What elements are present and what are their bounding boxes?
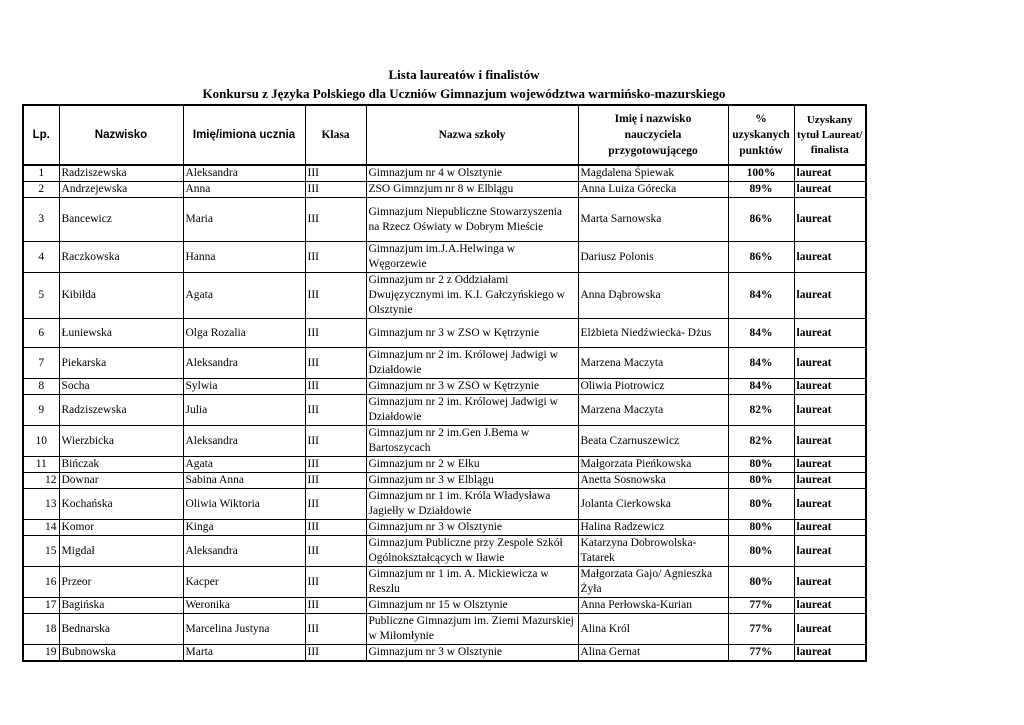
row-number: 4 — [23, 242, 59, 273]
first-name-cell: Weronika — [183, 598, 305, 614]
table-row — [23, 457, 866, 473]
first-name-cell: Sabina Anna — [183, 473, 305, 489]
header-surname: Nazwisko — [59, 105, 183, 165]
grade-cell: III — [305, 567, 366, 598]
teacher-cell: Marzena Maczyta — [578, 395, 728, 426]
grade-cell: III — [305, 598, 366, 614]
row-number: 10 — [23, 426, 59, 457]
school-cell: Gimnazjum nr 1 im. A. Mickiewicza w Reszlu — [366, 567, 578, 598]
surname-cell: Komor — [59, 520, 183, 536]
result-cell: laureat — [794, 379, 866, 395]
surname-cell: Downar — [59, 473, 183, 489]
first-name-cell: Marta — [183, 645, 305, 662]
result-cell: laureat — [794, 348, 866, 379]
table-row — [23, 273, 866, 319]
row-number: 13 — [23, 489, 59, 520]
result-cell: laureat — [794, 473, 866, 489]
header-grade: Klasa — [305, 105, 366, 165]
surname-cell: Bubnowska — [59, 645, 183, 662]
row-number: 16 — [23, 567, 59, 598]
school-cell: Gimnazjum nr 4 w Olsztynie — [366, 165, 578, 182]
table-row — [23, 536, 866, 567]
grade-cell: III — [305, 379, 366, 395]
row-number: 2 — [23, 182, 59, 198]
table-row — [23, 567, 866, 598]
teacher-cell: Beata Czarnuszewicz — [578, 426, 728, 457]
table-row — [23, 379, 866, 395]
first-name-cell: Aleksandra — [183, 536, 305, 567]
header-title: Uzyskany tytuł Laureat/ finalista — [794, 105, 866, 165]
surname-cell: Bancewicz — [59, 198, 183, 242]
percent-cell: 100% — [728, 165, 794, 182]
first-name-cell: Agata — [183, 457, 305, 473]
surname-cell: Wierzbicka — [59, 426, 183, 457]
school-cell: Gimnazjum nr 3 w Olsztynie — [366, 520, 578, 536]
school-cell: Gimnazjum nr 2 w Ełku — [366, 457, 578, 473]
surname-cell: Radziszewska — [59, 165, 183, 182]
result-cell: laureat — [794, 457, 866, 473]
result-cell: laureat — [794, 614, 866, 645]
teacher-cell: Anna Luiza Górecka — [578, 182, 728, 198]
result-cell: laureat — [794, 165, 866, 182]
grade-cell: III — [305, 614, 366, 645]
teacher-cell: Dariusz Polonis — [578, 242, 728, 273]
table-row — [23, 319, 866, 348]
surname-cell: Socha — [59, 379, 183, 395]
surname-cell: Migdał — [59, 536, 183, 567]
header-percent: % uzyskanych punktów — [728, 105, 794, 165]
first-name-cell: Marcelina Justyna — [183, 614, 305, 645]
surname-cell: Radziszewska — [59, 395, 183, 426]
header-lp: Lp. — [23, 105, 59, 165]
teacher-cell: Anna Perłowska-Kurian — [578, 598, 728, 614]
teacher-cell: Marzena Maczyta — [578, 348, 728, 379]
surname-cell: Kibiłda — [59, 273, 183, 319]
teacher-cell: Anna Dąbrowska — [578, 273, 728, 319]
header-first-names: Imię/imiona ucznia — [183, 105, 305, 165]
first-name-cell: Anna — [183, 182, 305, 198]
grade-cell: III — [305, 348, 366, 379]
school-cell: Gimnazjum Publiczne przy Zespole Szkół Ogólnokształcących w Iławie — [366, 536, 578, 567]
result-cell: laureat — [794, 567, 866, 598]
table-row — [23, 614, 866, 645]
school-cell: Gimnazjum nr 2 im. Królowej Jadwigi w Działdowie — [366, 395, 578, 426]
table-row — [23, 489, 866, 520]
first-name-cell: Olga Rozalia — [183, 319, 305, 348]
grade-cell: III — [305, 645, 366, 662]
surname-cell: Łuniewska — [59, 319, 183, 348]
row-number: 12 — [23, 473, 59, 489]
table-row — [23, 520, 866, 536]
percent-cell: 80% — [728, 473, 794, 489]
percent-cell: 82% — [728, 426, 794, 457]
row-number: 18 — [23, 614, 59, 645]
row-number: 9 — [23, 395, 59, 426]
teacher-cell: Jolanta Cierkowska — [578, 489, 728, 520]
row-number: 5 — [23, 273, 59, 319]
grade-cell: III — [305, 489, 366, 520]
grade-cell: III — [305, 273, 366, 319]
table-row — [23, 348, 866, 379]
result-cell: laureat — [794, 182, 866, 198]
result-cell: laureat — [794, 426, 866, 457]
first-name-cell: Agata — [183, 273, 305, 319]
school-cell: Gimnazjum nr 3 w ZSO w Kętrzynie — [366, 319, 578, 348]
teacher-cell: Małgorzata Pieńkowska — [578, 457, 728, 473]
teacher-cell: Magdalena Śpiewak — [578, 165, 728, 182]
table-row — [23, 165, 866, 182]
grade-cell: III — [305, 536, 366, 567]
grade-cell: III — [305, 242, 366, 273]
header-row — [23, 105, 866, 165]
first-name-cell: Aleksandra — [183, 348, 305, 379]
surname-cell: Kochańska — [59, 489, 183, 520]
percent-cell: 84% — [728, 319, 794, 348]
school-cell: Gimnazjum im.J.A.Helwinga w Węgorzewie — [366, 242, 578, 273]
first-name-cell: Oliwia Wiktoria — [183, 489, 305, 520]
percent-cell: 86% — [728, 242, 794, 273]
percent-cell: 80% — [728, 536, 794, 567]
row-number: 14 — [23, 520, 59, 536]
first-name-cell: Aleksandra — [183, 426, 305, 457]
teacher-cell: Alina Król — [578, 614, 728, 645]
first-name-cell: Kacper — [183, 567, 305, 598]
table-row — [23, 473, 866, 489]
surname-cell: Bagińska — [59, 598, 183, 614]
first-name-cell: Aleksandra — [183, 165, 305, 182]
school-cell: Gimnazjum nr 15 w Olsztynie — [366, 598, 578, 614]
grade-cell: III — [305, 520, 366, 536]
first-name-cell: Kinga — [183, 520, 305, 536]
teacher-cell: Katarzyna Dobrowolska-Tatarek — [578, 536, 728, 567]
grade-cell: III — [305, 473, 366, 489]
surname-cell: Bińczak — [59, 457, 183, 473]
percent-cell: 80% — [728, 567, 794, 598]
row-number: 17 — [23, 598, 59, 614]
grade-cell: III — [305, 165, 366, 182]
table-row — [23, 182, 866, 198]
school-cell: Gimnazjum Niepubliczne Stowarzyszenia na Rzecz Oświaty w Dobrym Mieście — [366, 198, 578, 242]
contest-subtitle: Konkursu z Języka Polskiego dla Uczniów Gimnazjum województwa warmińsko-mazurskiego — [202, 86, 726, 101]
percent-cell: 77% — [728, 598, 794, 614]
percent-cell: 84% — [728, 379, 794, 395]
result-cell: laureat — [794, 536, 866, 567]
table-row — [23, 198, 866, 242]
table-row — [23, 426, 866, 457]
percent-cell: 84% — [728, 348, 794, 379]
surname-cell: Andrzejewska — [59, 182, 183, 198]
result-cell: laureat — [794, 598, 866, 614]
result-cell: laureat — [794, 645, 866, 662]
row-number: 3 — [23, 198, 59, 242]
grade-cell: III — [305, 395, 366, 426]
grade-cell: III — [305, 198, 366, 242]
grade-cell: III — [305, 457, 366, 473]
grade-cell: III — [305, 319, 366, 348]
teacher-cell: Oliwia Piotrowicz — [578, 379, 728, 395]
table-row — [23, 242, 866, 273]
teacher-cell: Marta Sarnowska — [578, 198, 728, 242]
list-title: Lista laureatów i finalistów — [388, 67, 540, 82]
result-cell: laureat — [794, 319, 866, 348]
grade-cell: III — [305, 426, 366, 457]
table-row — [23, 395, 866, 426]
row-number: 19 — [23, 645, 59, 662]
result-cell: laureat — [794, 198, 866, 242]
header-teacher: Imię i nazwisko nauczyciela przygotowującego — [578, 105, 728, 165]
percent-cell: 80% — [728, 489, 794, 520]
header-school: Nazwa szkoły — [366, 105, 578, 165]
teacher-cell: Elżbieta Niedźwiecka- Dżus — [578, 319, 728, 348]
row-number: 15 — [23, 536, 59, 567]
row-number: 1 — [23, 165, 59, 182]
surname-cell: Bednarska — [59, 614, 183, 645]
result-cell: laureat — [794, 395, 866, 426]
percent-cell: 84% — [728, 273, 794, 319]
teacher-cell: Małgorzata Gajo/ Agnieszka Żyła — [578, 567, 728, 598]
first-name-cell: Sylwia — [183, 379, 305, 395]
percent-cell: 80% — [728, 520, 794, 536]
percent-cell: 77% — [728, 614, 794, 645]
result-cell: laureat — [794, 242, 866, 273]
school-cell: Gimnazjum nr 2 im. Królowej Jadwigi w Działdowie — [366, 348, 578, 379]
teacher-cell: Alina Gernat — [578, 645, 728, 662]
result-cell: laureat — [794, 520, 866, 536]
teacher-cell: Anetta Sosnowska — [578, 473, 728, 489]
school-cell: Gimnazjum nr 3 w Olsztynie — [366, 645, 578, 662]
row-number: 11 — [23, 457, 59, 473]
first-name-cell: Maria — [183, 198, 305, 242]
result-cell: laureat — [794, 489, 866, 520]
row-number: 7 — [23, 348, 59, 379]
percent-cell: 82% — [728, 395, 794, 426]
school-cell: Gimnazjum nr 2 im.Gen J.Bema w Bartoszycach — [366, 426, 578, 457]
first-name-cell: Hanna — [183, 242, 305, 273]
percent-cell: 86% — [728, 198, 794, 242]
results-table — [22, 104, 867, 662]
grade-cell: III — [305, 182, 366, 198]
school-cell: Gimnazjum nr 3 w ZSO w Kętrzynie — [366, 379, 578, 395]
percent-cell: 89% — [728, 182, 794, 198]
row-number: 8 — [23, 379, 59, 395]
school-cell: Gimnazjum nr 2 z Oddziałami Dwujęzycznymi im. K.I. Gałczyńskiego w Olsztynie — [366, 273, 578, 319]
result-cell: laureat — [794, 273, 866, 319]
table-row — [23, 598, 866, 614]
school-cell: Gimnazjum nr 1 im. Króla Władysława Jagiełły w Działdowie — [366, 489, 578, 520]
table-row — [23, 645, 866, 662]
surname-cell: Piekarska — [59, 348, 183, 379]
percent-cell: 80% — [728, 457, 794, 473]
surname-cell: Przeor — [59, 567, 183, 598]
teacher-cell: Halina Radzewicz — [578, 520, 728, 536]
percent-cell: 77% — [728, 645, 794, 662]
school-cell: Gimnazjum nr 3 w Elblągu — [366, 473, 578, 489]
surname-cell: Raczkowska — [59, 242, 183, 273]
first-name-cell: Julia — [183, 395, 305, 426]
school-cell: ZSO Gimnzjum nr 8 w Elblągu — [366, 182, 578, 198]
row-number: 6 — [23, 319, 59, 348]
school-cell: Publiczne Gimnazjum im. Ziemi Mazurskiej w Miłomłynie — [366, 614, 578, 645]
